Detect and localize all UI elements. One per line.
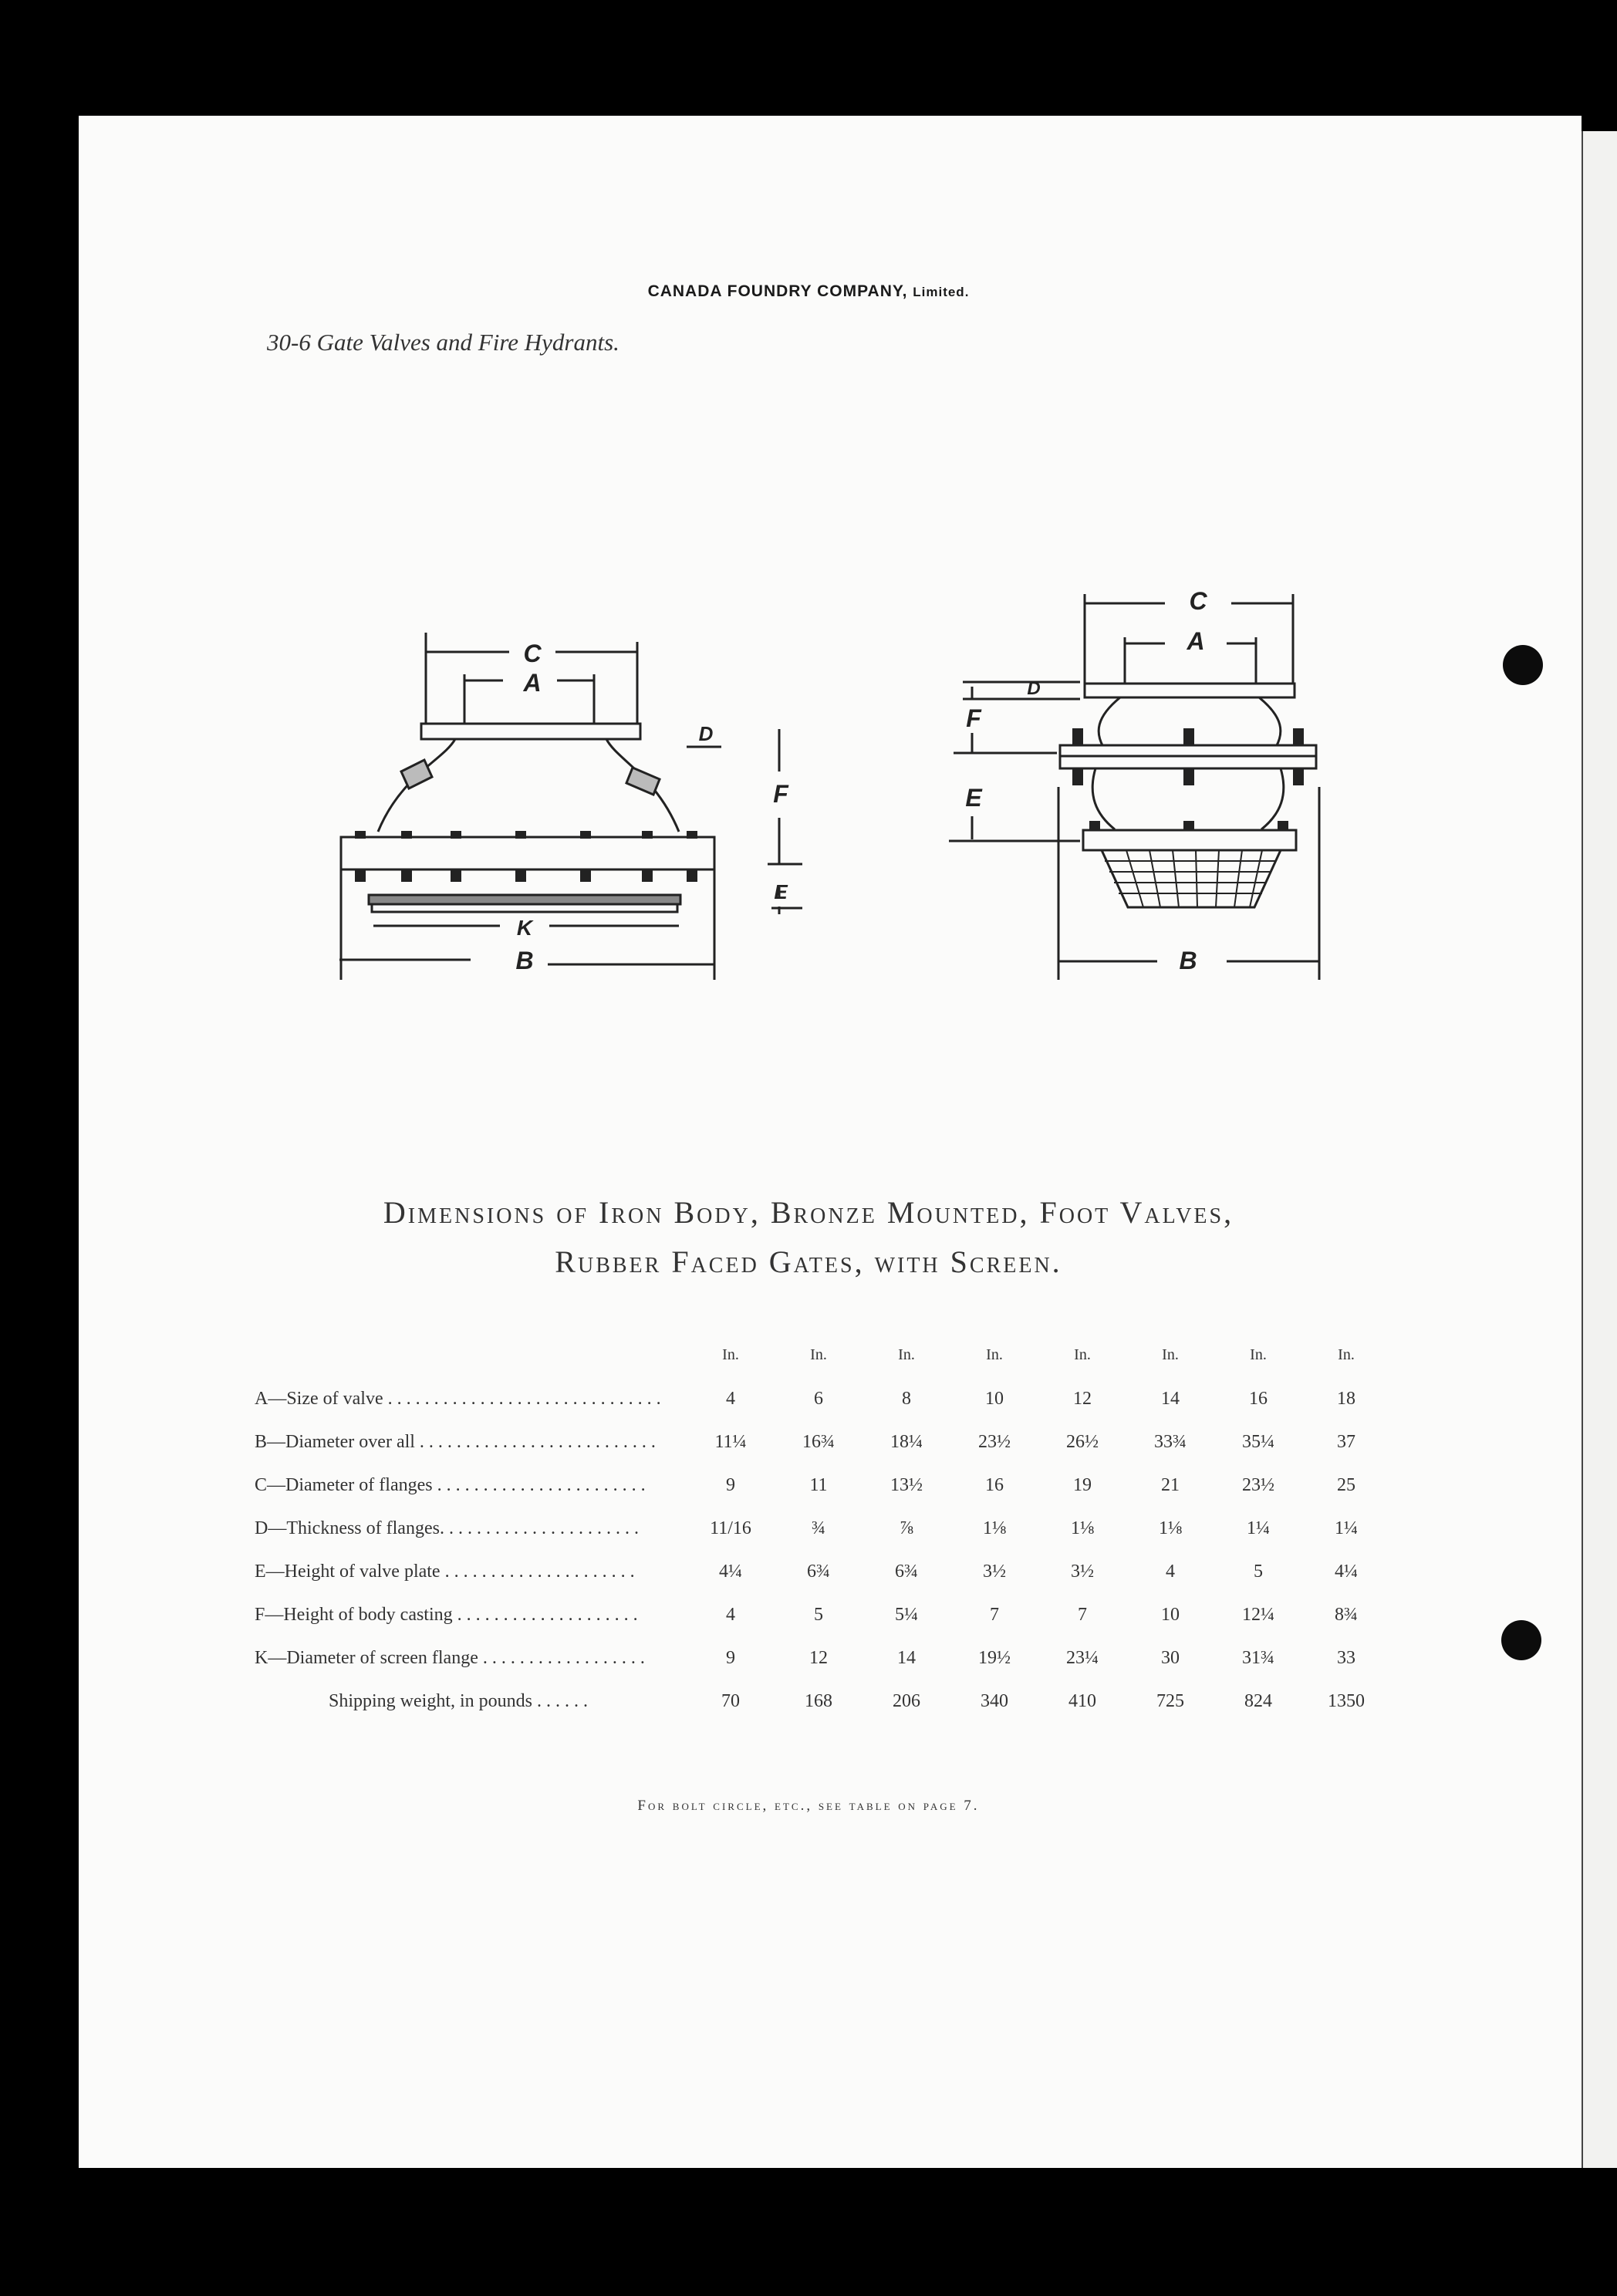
row-label: B—Diameter over all . . . . . . . . . . . . . . . . . . . . . . . . . .	[255, 1431, 656, 1452]
table-cell: 6	[814, 1388, 823, 1409]
table-cell: ⅞	[900, 1518, 913, 1538]
footnote: For bolt circle, etc., see table on page 7.	[637, 1798, 980, 1814]
table-cell: 4¼	[1335, 1561, 1358, 1582]
table-cell: 70	[721, 1690, 740, 1711]
table-cell: 9	[726, 1647, 735, 1668]
table-cell: 10	[1161, 1604, 1180, 1625]
table-cell: 33	[1337, 1647, 1355, 1668]
table-row-diameter-of-screen-flange	[255, 1636, 1390, 1680]
table-row-diameter-of-flanges	[255, 1464, 1390, 1507]
row-label: A—Size of valve . . . . . . . . . . . . . . . . . . . . . . . . . . . . . .	[255, 1388, 661, 1409]
table-cell: 16	[1249, 1388, 1268, 1409]
table-cell: 410	[1068, 1690, 1096, 1711]
page-heading: 30-6 Gate Valves and Fire Hydrants.	[267, 329, 619, 356]
table-cell: 26½	[1066, 1431, 1099, 1452]
unit-header: In.	[722, 1346, 739, 1363]
table-cell: 19	[1073, 1474, 1092, 1495]
dimensions-table	[255, 1346, 1390, 1723]
table-cell: 1⅛	[1159, 1518, 1182, 1538]
row-label: Shipping weight, in pounds . . . . . .	[329, 1690, 589, 1711]
table-cell: 5	[1254, 1561, 1263, 1582]
table-cell: 8¾	[1335, 1604, 1358, 1625]
table-cell: 4	[726, 1388, 735, 1409]
table-cell: 12	[1073, 1388, 1092, 1409]
table-cell: 35¼	[1242, 1431, 1274, 1452]
table-cell: 16	[985, 1474, 1004, 1495]
table-cell: 23½	[1242, 1474, 1274, 1495]
table-cell: 33¾	[1154, 1431, 1187, 1452]
table-cell: 725	[1156, 1690, 1184, 1711]
table-cell: 8	[902, 1388, 911, 1409]
company-suffix: Limited.	[913, 285, 970, 299]
table-cell: 18¼	[890, 1431, 923, 1452]
company-name: CANADA FOUNDRY COMPANY,	[647, 282, 908, 300]
table-cell: 18	[1337, 1388, 1355, 1409]
table-cell: 824	[1244, 1690, 1272, 1711]
unit-header: In.	[986, 1346, 1003, 1363]
table-row-height-of-body-casting	[255, 1593, 1390, 1636]
table-cell: 9	[726, 1474, 735, 1495]
right-label-f: F	[966, 704, 981, 732]
table-cell: 1⅛	[1071, 1518, 1094, 1538]
table-cell: 1350	[1328, 1690, 1365, 1711]
unit-header: In.	[898, 1346, 915, 1363]
table-cell: 168	[805, 1690, 832, 1711]
table-cell: 1⅛	[983, 1518, 1006, 1538]
table-cell: 19½	[978, 1647, 1011, 1668]
units-row	[255, 1346, 1390, 1377]
table-cell: 1¼	[1335, 1518, 1358, 1538]
table-cell: 12	[809, 1647, 828, 1668]
table-cell: 6¾	[895, 1561, 918, 1582]
row-label: K—Diameter of screen flange . . . . . . . . . . . . . . . . . .	[255, 1647, 645, 1668]
table-cell: 37	[1337, 1431, 1355, 1452]
right-label-e: E	[965, 784, 982, 812]
table-cell: 3½	[1071, 1561, 1094, 1582]
left-label-b: B	[515, 947, 534, 974]
table-row-size-of-valve	[255, 1377, 1390, 1420]
table-cell: 11¼	[714, 1431, 747, 1452]
table-cell: 5	[814, 1604, 823, 1625]
right-label-d: D	[1027, 678, 1041, 699]
table-title-line-2: Rubber Faced Gates, with Screen.	[555, 1244, 1062, 1279]
left-label-d: D	[698, 722, 714, 745]
left-label-e: E	[774, 880, 788, 903]
row-label: C—Diameter of flanges . . . . . . . . . . . . . . . . . . . . . . .	[255, 1474, 646, 1495]
table-cell: 23½	[978, 1431, 1011, 1452]
unit-header: In.	[1338, 1346, 1355, 1363]
table-title	[0, 1188, 1617, 1287]
left-foot-valve-figure	[339, 633, 802, 980]
table-cell: 16¾	[802, 1431, 835, 1452]
unit-header: In.	[810, 1346, 827, 1363]
row-label: F—Height of body casting . . . . . . . . . . . . . . . . . . . .	[255, 1604, 638, 1625]
table-cell: ¾	[812, 1518, 825, 1538]
left-label-c: C	[523, 640, 542, 667]
left-label-k: K	[516, 916, 533, 940]
table-cell: 206	[893, 1690, 920, 1711]
table-cell: 1¼	[1247, 1518, 1270, 1538]
table-title-line-1: Dimensions of Iron Body, Bronze Mounted, Foot Valves,	[383, 1195, 1234, 1230]
table-cell: 3½	[983, 1561, 1006, 1582]
table-row-height-of-valve-plate	[255, 1550, 1390, 1593]
table-cell: 23¼	[1066, 1647, 1099, 1668]
table-cell: 6¾	[807, 1561, 830, 1582]
table-cell: 7	[990, 1604, 999, 1625]
row-label: D—Thickness of flanges. . . . . . . . . . . . . . . . . . . . . .	[255, 1518, 639, 1538]
right-label-b: B	[1179, 947, 1197, 974]
table-cell: 4	[1166, 1561, 1175, 1582]
table-row-shipping-weight	[255, 1680, 1390, 1723]
table-cell: 340	[981, 1690, 1008, 1711]
table-row-diameter-over-all	[255, 1420, 1390, 1464]
table-cell: 12¼	[1242, 1604, 1274, 1625]
table-row-thickness-of-flanges	[255, 1507, 1390, 1550]
table-cell: 11	[809, 1474, 828, 1495]
left-label-a: A	[523, 669, 542, 697]
table-cell: 4¼	[719, 1561, 742, 1582]
table-cell: 10	[985, 1388, 1004, 1409]
table-cell: 25	[1337, 1474, 1355, 1495]
table-cell: 21	[1161, 1474, 1180, 1495]
right-label-c: C	[1189, 587, 1207, 615]
unit-header: In.	[1074, 1346, 1091, 1363]
table-cell: 4	[726, 1604, 735, 1625]
table-cell: 13½	[890, 1474, 923, 1495]
table-cell: 11/16	[710, 1518, 751, 1538]
table-cell: 30	[1161, 1647, 1180, 1668]
right-foot-valve-figure	[949, 594, 1319, 980]
unit-header: In.	[1250, 1346, 1267, 1363]
table-cell: 14	[897, 1647, 916, 1668]
unit-header: In.	[1162, 1346, 1179, 1363]
row-label: E—Height of valve plate . . . . . . . . . . . . . . . . . . . . .	[255, 1561, 635, 1582]
right-label-a: A	[1187, 627, 1205, 655]
table-cell: 31¾	[1242, 1647, 1274, 1668]
left-label-f: F	[773, 780, 788, 808]
table-cell: 5¼	[895, 1604, 918, 1625]
table-cell: 7	[1078, 1604, 1087, 1625]
table-cell: 14	[1161, 1388, 1180, 1409]
